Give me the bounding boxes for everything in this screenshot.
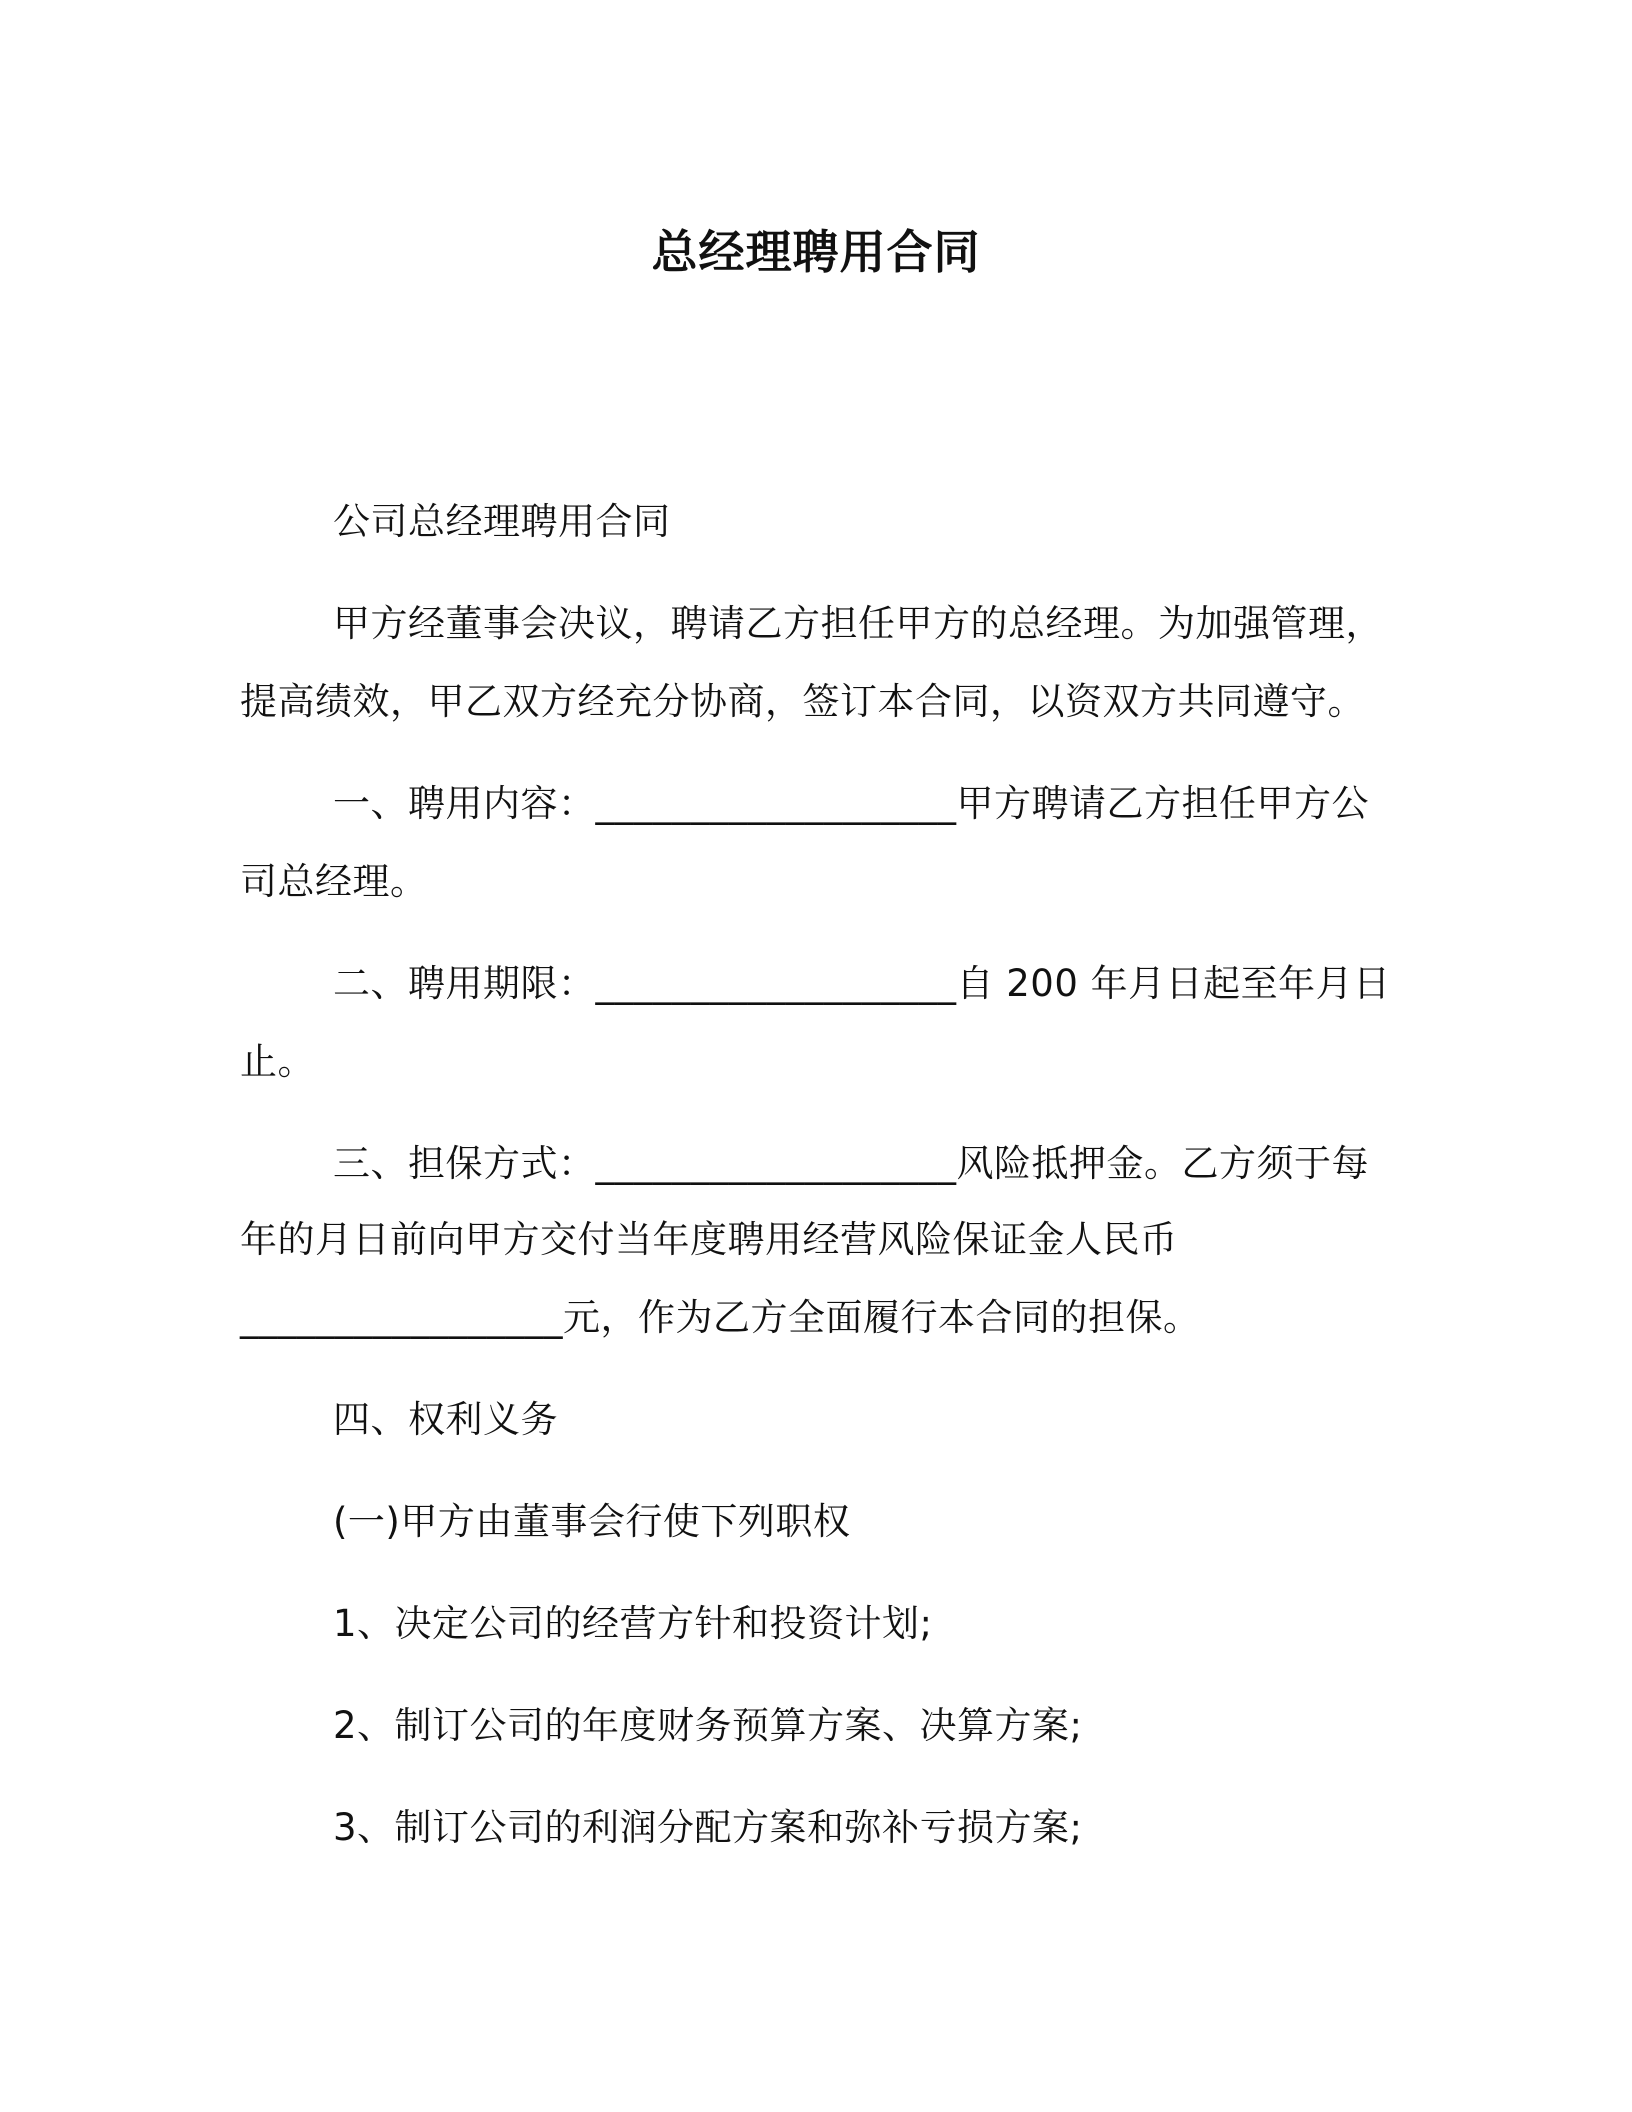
document-title: 总经理聘用合同 [651,225,981,279]
list-item: 3、制订公司的利润分配方案和弥补亏损方案; [333,1806,1083,1849]
clause-line: 止。 [240,1040,315,1083]
clause-line: 三、担保方式：___________________风险抵押金。乙方须于每 [333,1142,1369,1185]
clause-line: 年的月日前向甲方交付当年度聘用经营风险保证金人民币 [240,1218,1178,1261]
paragraph-line: 提高绩效，甲乙双方经充分协商，签订本合同，以资双方共同遵守。 [240,680,1365,723]
clause-line: 一、聘用内容：___________________甲方聘请乙方担任甲方公 [333,782,1369,825]
list-item: 1、决定公司的经营方针和投资计划; [333,1602,933,1645]
clause-line: 司总经理。 [240,860,428,903]
subsection-heading: (一)甲方由董事会行使下列职权 [333,1500,851,1543]
section-heading: 四、权利义务 [333,1398,558,1441]
subtitle-line: 公司总经理聘用合同 [333,500,671,543]
paragraph-line: 甲方经董事会决议，聘请乙方担任甲方的总经理。为加强管理， [333,602,1383,645]
clause-line: 二、聘用期限：___________________自 200 年月日起至年月日 [333,962,1391,1005]
list-item: 2、制订公司的年度财务预算方案、决算方案; [333,1704,1083,1747]
clause-line: _________________元，作为乙方全面履行本合同的担保。 [240,1296,1201,1339]
